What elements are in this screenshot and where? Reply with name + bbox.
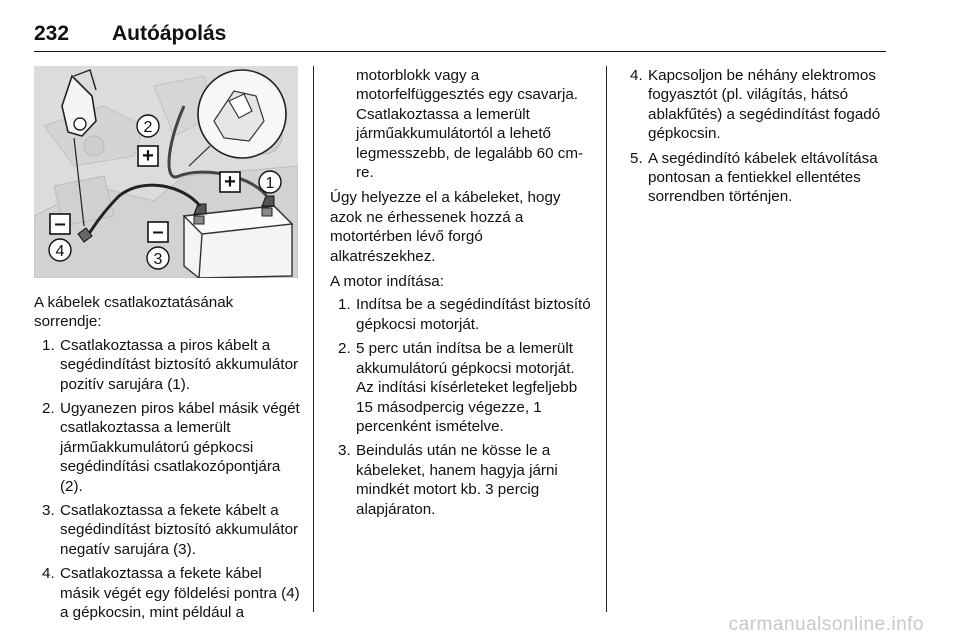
step-text: A segédindító kábelek eltávolítása pontosan a fentiekkel ellentétes sorrendben történjen. [648, 149, 878, 206]
column-1 [34, 293, 302, 623]
engine-start-steps-list-continued [622, 66, 888, 207]
step-4-continuation: motorblokk vagy a motorfelfüggesztés egy csavarja. Csatlakoztassa a lemerült járműakkumulátortól a lehető legmesszebb, de legalább 60 cm-re. [356, 67, 584, 182]
minus-box-4: – [54, 213, 66, 235]
connection-steps-list [34, 336, 302, 623]
cable-placement-paragraph: Úgy helyezze el a kábeleket, hogy azok ne érhessenek hozzá a motortérben lévő forgó alkatrészekhez. [330, 189, 561, 265]
step-text: Indítsa be a segédindítást biztosító gépkocsi motorját. [356, 296, 591, 333]
step-text: Csatlakoztassa a piros kábelt a segédindítást biztosító akkumulátor pozitív sarujára (1). [60, 336, 299, 393]
page-header [34, 22, 886, 52]
list-item [330, 295, 592, 334]
step-number: 4. [630, 67, 643, 84]
step-text: Kapcsoljon be néhány elektromos fogyasztót (pl. világítás, hátsó ablakfűtés) a segédindítást fogadó gépkocsin. [648, 67, 881, 143]
plus-box-1: + [224, 171, 236, 193]
column-divider-1 [313, 66, 314, 612]
minus-box-3: – [152, 221, 164, 243]
list-item [330, 441, 592, 519]
engine-start-steps-list [330, 295, 592, 518]
header-rule [34, 51, 886, 52]
step-text: Ugyanezen piros kábel másik végét csatlakoztassa a lemerült járműakkumulátorú gépkocsi segédindítási csatlakozópontjára (2). [60, 400, 300, 495]
list-item [34, 399, 302, 496]
step-number: 3. [42, 502, 55, 520]
callout-2: 2 [143, 119, 153, 136]
callout-1: 1 [265, 175, 275, 192]
connection-order-heading: A kábelek csatlakoztatásának sorrendje: [34, 294, 234, 331]
step-number: 4. [42, 565, 55, 583]
callout-3: 3 [153, 251, 163, 268]
engine-start-heading: A motor indítása: [330, 273, 444, 291]
column-2 [330, 66, 592, 519]
callout-4: 4 [55, 243, 65, 260]
column-3 [622, 66, 888, 207]
column-divider-2 [606, 66, 607, 612]
step-number: 1. [42, 336, 55, 354]
list-item [34, 564, 302, 622]
list-item [330, 339, 592, 436]
step-number: 1. [338, 296, 351, 314]
plus-box-2: + [142, 145, 154, 167]
step-number: 5. [630, 149, 643, 167]
step-number: 2. [42, 400, 55, 418]
page-number: 232 [34, 22, 70, 45]
list-item [34, 336, 302, 394]
step-number: 3. [338, 442, 351, 460]
step-number: 2. [338, 340, 351, 358]
list-item [34, 501, 302, 559]
step-text: Csatlakoztassa a fekete kábel másik végét egy földelési pontra (4) a gépkocsin, mint például a [60, 565, 300, 622]
jump-start-diagram [34, 66, 298, 278]
jump-start-illustration [34, 66, 298, 278]
watermark: carmanualsonline.info [728, 614, 924, 635]
step-text: Csatlakoztassa a fekete kábelt a segédindítást biztosító akkumulátor negatív sarujára (3). [60, 502, 299, 558]
list-item [622, 149, 888, 207]
step-text: 5 perc után indítsa be a lemerült akkumulátorú gépkocsi motorját. Az indítási kísérleteket legfeljebb 15 másodpercig végezze, 1 percenként ismételve. [356, 340, 578, 435]
list-item [622, 66, 888, 144]
page-title: Autóápolás [112, 22, 227, 45]
step-text: Beindulás után ne kösse le a kábeleket, hanem hagyja járni mindkét motort kb. 3 percig alapjáraton. [356, 442, 558, 518]
